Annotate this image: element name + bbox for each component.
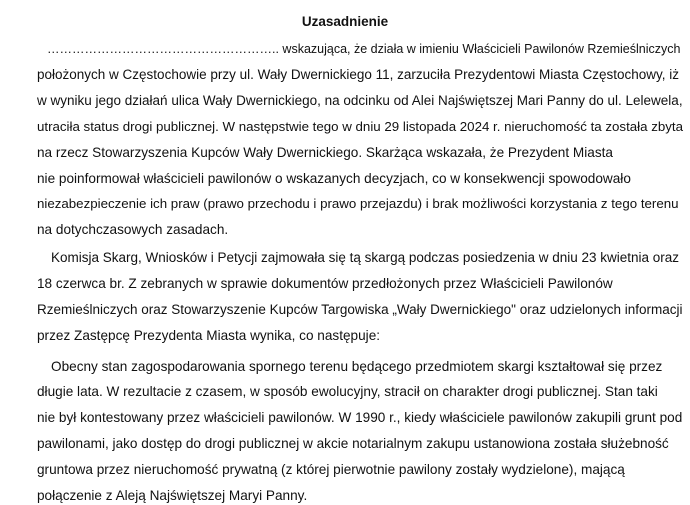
paragraph-2-line-4: przez Zastępcę Prezydenta Miasta wynika, co następuje: bbox=[37, 328, 381, 343]
paragraph-1-line-1: ……………………………………………….. wskazująca, że działa w imieniu Właścicieli Pawilonów Rzemieślniczych bbox=[47, 42, 681, 56]
paragraph-1-line-8: na dotychczasowych zasadach. bbox=[37, 222, 229, 237]
paragraph-1-line-5: na rzecz Stowarzyszenia Kupców Wały Dwernickiego. Skarżąca wskazała, że Prezydent Miasta bbox=[37, 145, 613, 160]
paragraph-1-line-6: nie poinformował właścicieli pawilonów o wskazanych decyzjach, co w konsekwencji spowodowało bbox=[37, 171, 631, 186]
paragraph-3-line-2: długie lata. W rezultacie z czasem, w sposób ewolucyjny, stracił on charakter drogi publicznej. Stan taki bbox=[37, 384, 658, 399]
paragraph-1-line-2: położonych w Częstochowie przy ul. Wały Dwernickiego 11, zarzuciła Prezydentowi Miasta Częstochowy, iż bbox=[37, 67, 680, 82]
paragraph-3-line-5: gruntowa przez nieruchomość prywatną (z której pierwotnie pawilony zostały wydzielone), mającą bbox=[37, 462, 625, 477]
paragraph-1-line-4: utraciła status drogi publicznej. W następstwie tego w dniu 29 listopada 2024 r. nieruchomość ta została zbyta bbox=[37, 119, 683, 134]
paragraph-1-line-7: niezabezpieczenie ich praw (prawo przechodu i prawo przejazdu) i brak możliwości korzystania z tego terenu bbox=[37, 196, 679, 211]
paragraph-2-line-3: Rzemieślniczych oraz Stowarzyszenie Kupców Targowiska „Wały Dwernickiego" oraz udzielonych informacji bbox=[37, 302, 683, 317]
paragraph-2-line-2: 18 czerwca br. Z zebranych w sprawie dokumentów przedłożonych przez Właścicieli Pawilonów bbox=[37, 276, 613, 291]
paragraph-3-line-3: nie był kontestowany przez właścicieli pawilonów. W 1990 r., kiedy właściciele pawilonów zakupili grunt pod bbox=[37, 410, 683, 425]
document-title: Uzasadnienie bbox=[301, 14, 389, 29]
paragraph-3-line-4: pawilonami, jako dostęp do drogi publicznej w akcie notarialnym zakupu ustanowiona została służebność bbox=[37, 436, 669, 451]
paragraph-2-line-1: Komisja Skarg, Wniosków i Petycji zajmowała się tą skargą podczas posiedzenia w dniu 23 kwietnia oraz bbox=[51, 250, 680, 265]
paragraph-1-line-3: w wyniku jego działań ulica Wały Dwernickiego, na odcinku od Alei Najświętszej Mari Panny do ul. Lelewela, bbox=[37, 93, 683, 108]
paragraph-3-line-6: połączenie z Aleją Najświętszej Maryi Panny. bbox=[37, 488, 308, 503]
paragraph-3-line-1: Obecny stan zagospodarowania spornego terenu będącego przedmiotem skargi kształtował się przez bbox=[51, 359, 663, 374]
